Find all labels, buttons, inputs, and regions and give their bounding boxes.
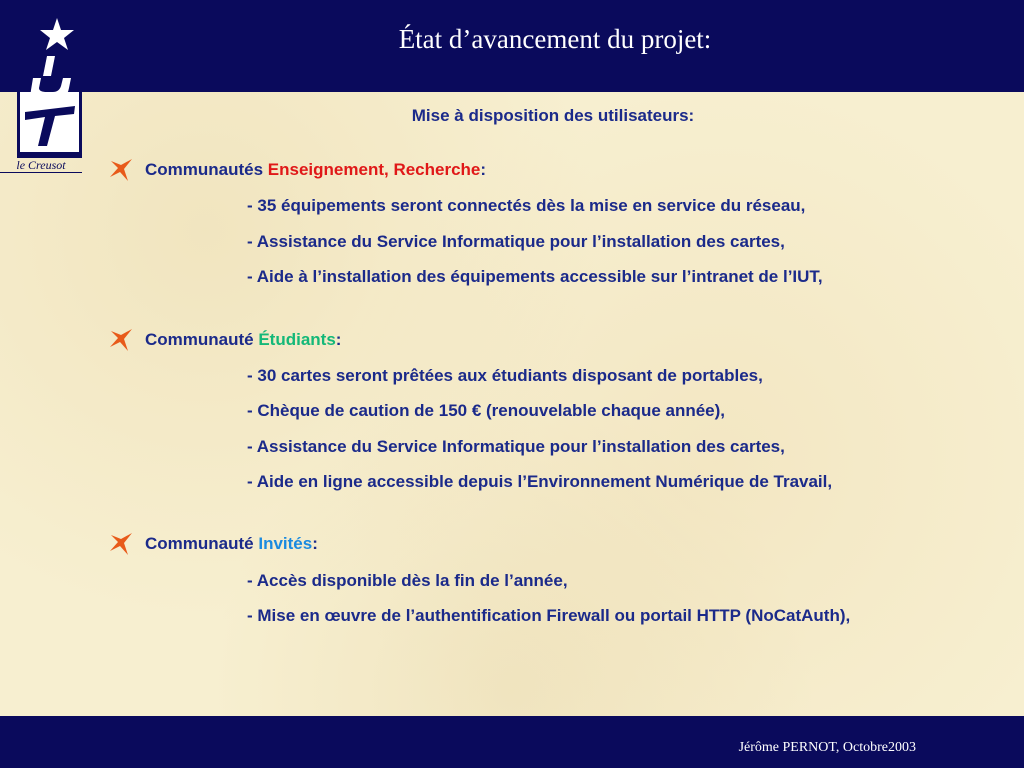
section-suffix: : <box>480 160 487 179</box>
list-item: - Accès disponible dès la fin de l’année, <box>247 571 568 590</box>
section-highlight: Invités <box>258 534 313 553</box>
footer-bar <box>0 716 1024 768</box>
section-heading-enseignement <box>145 160 486 180</box>
section-heading-invites <box>145 534 318 554</box>
header-bar <box>0 0 1024 92</box>
list-item: - Aide en ligne accessible depuis l’Environnement Numérique de Travail, <box>247 472 833 491</box>
logo-t-mark <box>17 14 82 158</box>
list-item: - 35 équipements seront connectés dès la mise en service du réseau, <box>247 196 806 215</box>
section-prefix: Communauté <box>145 534 259 553</box>
list-item: - Mise en œuvre de l’authentification Firewall ou portail HTTP (NoCatAuth), <box>247 606 851 625</box>
section-suffix: : <box>335 330 342 349</box>
star-bullet-icon <box>108 327 134 353</box>
section-highlight: Étudiants <box>258 330 336 349</box>
section-prefix: Communauté <box>145 330 259 349</box>
slide-title: État d’avancement du projet: <box>398 24 712 54</box>
subtitle: Mise à disposition des utilisateurs: <box>411 106 695 125</box>
section-heading-etudiants <box>145 330 341 350</box>
list-item: - 30 cartes seront prêtées aux étudiants disposant de portables, <box>247 366 763 385</box>
footer-author-date: Jérôme PERNOT, Octobre2003 <box>738 740 916 755</box>
iut-logo <box>17 14 82 158</box>
section-suffix: : <box>312 534 318 553</box>
list-item: - Assistance du Service Informatique pour l’installation des cartes, <box>247 232 785 251</box>
list-item: - Assistance du Service Informatique pour l’installation des cartes, <box>247 437 785 456</box>
section-prefix: Communautés <box>145 160 268 179</box>
logo-caption: le Creusot <box>0 158 82 173</box>
star-bullet-icon <box>108 531 134 557</box>
star-bullet-icon <box>108 157 134 183</box>
section-highlight: Enseignement, Recherche <box>267 160 481 179</box>
list-item: - Chèque de caution de 150 € (renouvelable chaque année), <box>247 401 726 420</box>
list-item: - Aide à l’installation des équipements accessible sur l’intranet de l’IUT, <box>247 267 823 286</box>
